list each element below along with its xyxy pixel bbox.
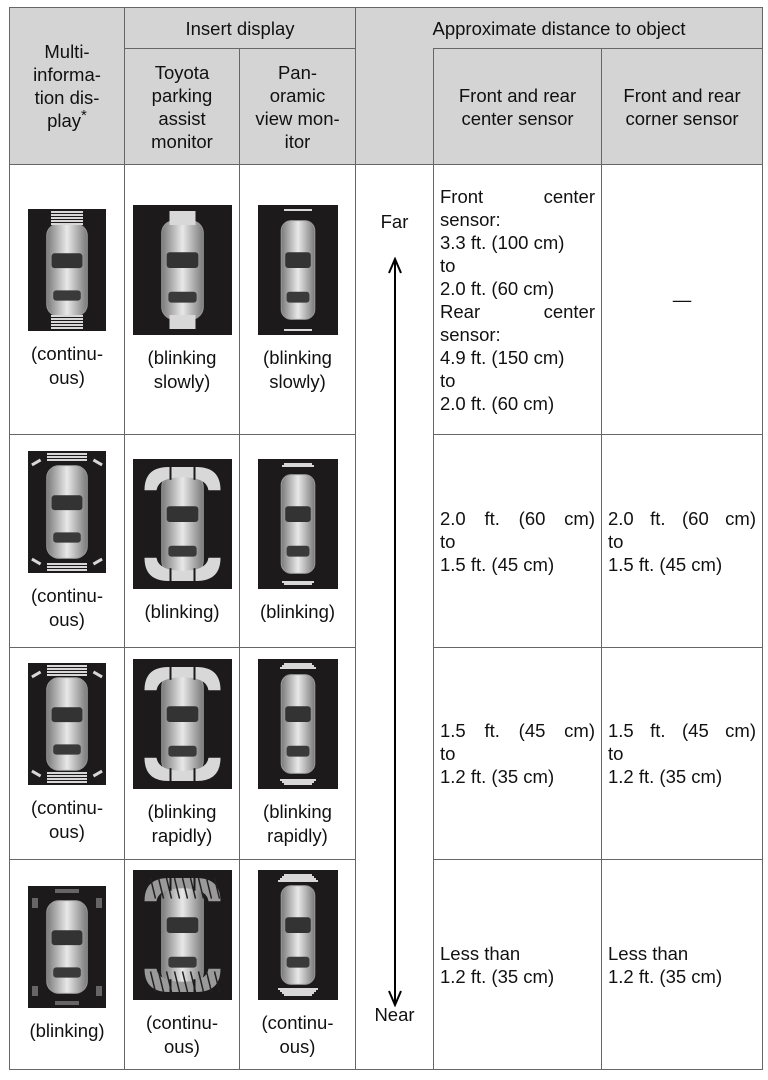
caption-line: (blinking)	[29, 1020, 105, 1041]
multi-info-display-cell	[10, 860, 125, 1070]
header-line: Front and rear	[623, 84, 741, 106]
panoramic-view-monitor-cell	[240, 860, 356, 1070]
parking-assist-monitor-car-image	[133, 459, 232, 594]
approx-distance-header: Approximate distance to object	[356, 8, 763, 49]
header-line: view mon-	[255, 107, 340, 129]
center-sensor-distance	[434, 648, 602, 860]
distance-line: 1.5 ft. (45 cm)	[608, 720, 757, 741]
not-applicable-dash: —	[672, 289, 692, 310]
header-line: Pan-	[277, 61, 318, 83]
header-line: Toyota	[154, 61, 210, 83]
panoramic-view-monitor-car-image	[258, 659, 338, 794]
caption-line: (continu-	[31, 797, 103, 818]
status-caption	[148, 346, 217, 394]
header-line: oramic	[269, 84, 326, 106]
status-caption	[146, 1011, 218, 1059]
header-line	[10, 106, 124, 132]
distance-line: 1.5 ft. (45 cm)	[608, 553, 723, 575]
distance-line: Rear center	[440, 300, 595, 322]
parking-assist-monitor-cell	[125, 860, 240, 1070]
caption-line: (blinking	[147, 347, 217, 368]
parking-assist-monitor-cell	[125, 435, 240, 648]
multi-info-display-cell	[10, 165, 125, 435]
near-label: Near	[374, 1004, 415, 1025]
distance-arrow-column	[356, 165, 434, 1070]
caption-line: (blinking)	[259, 600, 336, 622]
caption-line: (continu-	[31, 584, 103, 606]
double-arrow-icon	[384, 257, 406, 1007]
distance-line: sensor:	[440, 323, 501, 345]
caption-line: slowly)	[153, 371, 211, 392]
asterisk: *	[81, 106, 87, 124]
header-line: Multi-	[44, 41, 90, 62]
distance-line: 2.0 ft. (60 cm)	[440, 507, 595, 529]
status-caption	[29, 1019, 104, 1043]
status-caption	[263, 346, 332, 394]
caption-line: (continu-	[31, 343, 103, 364]
corner-sensor-distance	[602, 435, 763, 648]
multi-info-display-header	[10, 8, 125, 165]
caption-line: ous)	[48, 367, 85, 388]
status-caption	[263, 800, 332, 848]
corner-sensor-header	[602, 49, 763, 165]
header-line: itor	[284, 130, 311, 152]
distance-line: 4.9 ft. (150 cm)	[440, 346, 565, 368]
panoramic-view-header	[240, 49, 356, 165]
distance-line: 2.0 ft. (60 cm)	[440, 392, 555, 414]
parking-assist-monitor-cell	[125, 165, 240, 435]
distance-line: 3.3 ft. (100 cm)	[440, 231, 565, 253]
caption-line: ous)	[279, 1036, 316, 1057]
parking-assist-monitor-car-image	[133, 205, 232, 340]
caption-line: (blinking	[263, 801, 332, 822]
caption-line: slowly)	[269, 371, 326, 392]
center-sensor-distance	[434, 860, 602, 1070]
multi-info-display-car-image	[28, 663, 106, 790]
distance-line: Front center	[440, 185, 595, 207]
corner-sensor-distance	[602, 648, 763, 860]
distance-line: to	[608, 530, 624, 552]
center-sensor-distance	[434, 165, 602, 435]
table-row	[10, 165, 763, 435]
caption-line: (continu-	[146, 1012, 218, 1033]
distance-line: to	[440, 369, 456, 391]
far-label: Far	[380, 211, 409, 232]
status-caption	[31, 796, 103, 844]
caption-line: (blinking	[147, 801, 217, 822]
distance-line: 1.5 ft. (45 cm)	[440, 553, 555, 575]
panoramic-view-monitor-cell	[240, 165, 356, 435]
status-caption	[31, 342, 103, 390]
sensor-distance-table	[9, 7, 763, 1070]
distance-line: to	[440, 530, 456, 552]
caption-line: ous)	[48, 608, 85, 630]
panoramic-view-monitor-cell	[240, 648, 356, 860]
distance-line: 1.5 ft. (45 cm)	[440, 720, 595, 741]
panoramic-view-monitor-car-image	[258, 459, 338, 594]
caption-line: rapidly)	[267, 825, 328, 846]
distance-line: 1.2 ft. (35 cm)	[608, 766, 723, 787]
insert-display-header: Insert display	[125, 8, 356, 49]
arrow-header-blank	[356, 49, 434, 165]
header-line: informa-	[33, 64, 101, 85]
header-text: play	[47, 110, 82, 131]
header-line: parking	[151, 84, 213, 106]
panoramic-view-monitor-car-image	[258, 870, 338, 1005]
distance-line: sensor:	[440, 208, 501, 230]
distance-line: 1.2 ft. (35 cm)	[608, 965, 723, 987]
header-line: center sensor	[461, 107, 574, 129]
distance-line: to	[440, 254, 456, 276]
multi-info-display-car-image	[28, 209, 106, 336]
status-caption	[260, 600, 335, 624]
toyota-parking-assist-header	[125, 49, 240, 165]
center-sensor-header	[434, 49, 602, 165]
caption-line: ous)	[48, 821, 85, 842]
corner-sensor-distance	[602, 165, 763, 435]
distance-line: 1.2 ft. (35 cm)	[440, 965, 555, 987]
header-line: corner sensor	[625, 107, 739, 129]
corner-sensor-distance	[602, 860, 763, 1070]
distance-line: 2.0 ft. (60 cm)	[608, 507, 757, 529]
distance-line: Less than	[608, 942, 689, 964]
distance-line: to	[608, 743, 624, 764]
status-caption	[148, 800, 217, 848]
multi-info-display-car-image	[28, 886, 106, 1013]
multi-info-display-cell	[10, 648, 125, 860]
distance-line: 1.2 ft. (35 cm)	[440, 766, 555, 787]
panoramic-view-monitor-car-image	[258, 205, 338, 340]
caption-line: (blinking	[263, 347, 332, 368]
distance-line: to	[440, 743, 456, 764]
parking-assist-monitor-cell	[125, 648, 240, 860]
header-line: Front and rear	[458, 84, 577, 106]
header-line: tion dis-	[34, 87, 100, 108]
parking-assist-monitor-car-image	[133, 659, 232, 794]
caption-line: rapidly)	[151, 825, 213, 846]
multi-info-display-car-image	[28, 451, 106, 578]
caption-line: ous)	[163, 1036, 200, 1057]
center-sensor-distance	[434, 435, 602, 648]
distance-line: Less than	[440, 942, 521, 964]
status-caption	[144, 600, 219, 624]
header-line: assist	[158, 107, 206, 129]
distance-line: 2.0 ft. (60 cm)	[440, 277, 555, 299]
panoramic-view-monitor-cell	[240, 435, 356, 648]
multi-info-display-cell	[10, 435, 125, 648]
parking-assist-monitor-car-image	[133, 870, 232, 1005]
status-caption	[262, 1011, 334, 1059]
caption-line: (blinking)	[144, 600, 220, 622]
caption-line: (continu-	[261, 1012, 334, 1033]
header-line: monitor	[151, 130, 213, 152]
status-caption	[31, 584, 103, 632]
